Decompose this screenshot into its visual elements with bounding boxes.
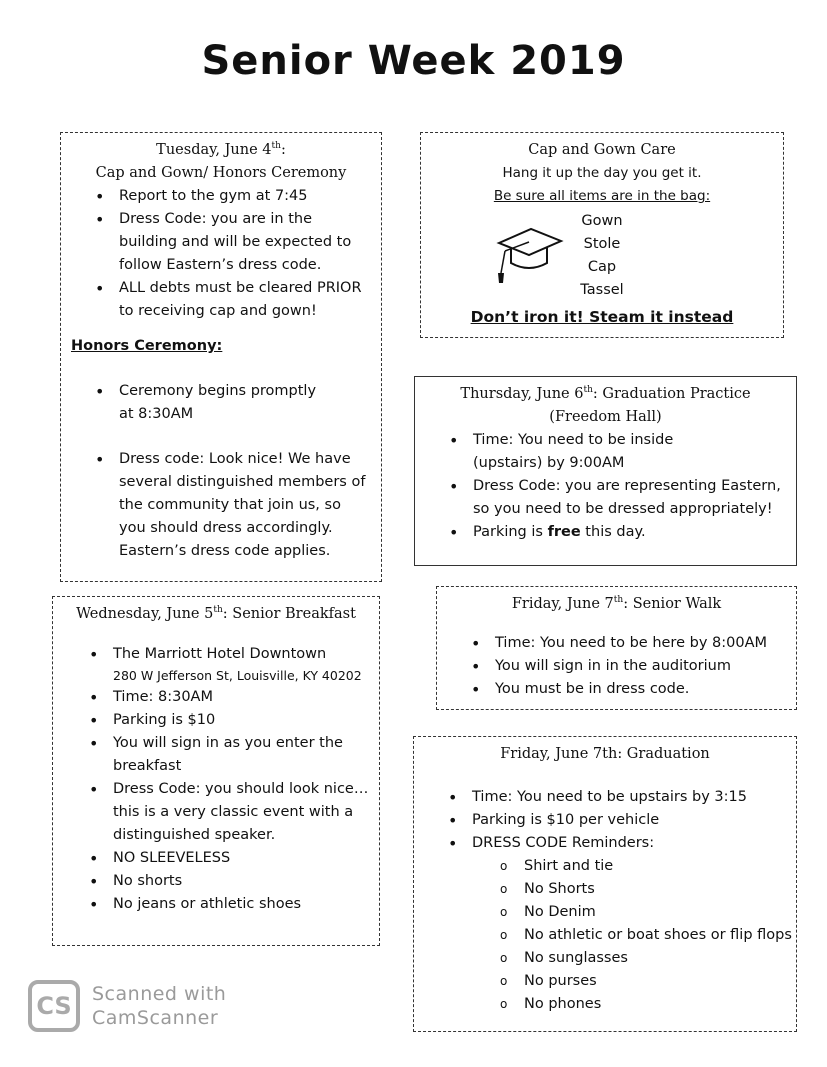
cap-gown-care-section bbox=[420, 132, 784, 338]
list-item: • You will sign in in the auditorium bbox=[495, 655, 796, 678]
list-item: • DRESS CODE Reminders: bbox=[472, 832, 796, 855]
friday-walk-section bbox=[436, 586, 797, 710]
list-item: Stole bbox=[583, 236, 621, 252]
list-item: • Parking is free this day. bbox=[473, 521, 786, 544]
care-footer: Don’t iron it! Steam it instead bbox=[470, 308, 734, 326]
camscanner-watermark bbox=[28, 980, 226, 1032]
friday-walk-list bbox=[437, 632, 796, 701]
list-item: • ALL debts must be cleared PRIOR to receiving cap and gown! bbox=[119, 277, 381, 323]
tuesday-section bbox=[60, 132, 382, 582]
list-item: • Parking is $10 per vehicle bbox=[472, 809, 796, 832]
list-item: • Parking is $10 bbox=[113, 709, 371, 732]
list-item: o No Shorts bbox=[524, 878, 796, 901]
list-item: Tassel bbox=[580, 282, 624, 298]
list-item: o No purses bbox=[524, 970, 796, 993]
page-title: Senior Week 2019 bbox=[201, 38, 626, 84]
care-items bbox=[421, 210, 783, 302]
list-item: • Ceremony begins promptly at 8:30AM bbox=[119, 380, 367, 426]
thursday-heading: Thursday, June 6th: Graduation Practice bbox=[460, 385, 751, 402]
list-item: • You will sign in as you enter the breakfast bbox=[113, 732, 371, 778]
thursday-list bbox=[415, 429, 796, 544]
thursday-section bbox=[414, 376, 797, 566]
thursday-subheading: (Freedom Hall) bbox=[549, 409, 662, 425]
camscanner-text: Scanned with CamScanner bbox=[92, 983, 227, 1029]
wednesday-heading: Wednesday, June 5th: Senior Breakfast bbox=[76, 605, 356, 622]
friday-walk-heading: Friday, June 7th: Senior Walk bbox=[511, 595, 722, 612]
list-item: Cap bbox=[587, 259, 617, 275]
list-item: • You must be in dress code. bbox=[495, 678, 796, 701]
list-item: • Time: You need to be inside (upstairs) by 9:00AM bbox=[473, 429, 786, 475]
wednesday-section bbox=[52, 596, 380, 946]
list-item: o No Denim bbox=[524, 901, 796, 924]
friday-graduation-heading: Friday, June 7th: Graduation bbox=[500, 746, 710, 762]
list-item: • Dress Code: you are representing Eastern, so you need to be dressed appropriately! bbox=[473, 475, 786, 521]
honors-ceremony-label: Honors Ceremony: bbox=[71, 338, 223, 354]
list-item: o No sunglasses bbox=[524, 947, 796, 970]
tuesday-list bbox=[61, 185, 381, 323]
wednesday-list bbox=[53, 644, 379, 916]
list-item: • Dress Code: you are in the building and will be expected to follow Eastern’s dress code. bbox=[119, 208, 381, 277]
camscanner-logo: CS bbox=[28, 980, 80, 1032]
list-item: • Dress code: Look nice! We have several distinguished members of the community that join us, so you should dress accordingly. Eastern’s dress code applies. bbox=[119, 448, 367, 563]
list-item: o Shirt and tie bbox=[524, 855, 796, 878]
honors-list bbox=[61, 380, 381, 563]
list-item: • No shorts bbox=[113, 870, 371, 893]
dress-code-reminders bbox=[414, 855, 796, 1016]
list-item: o No athletic or boat shoes or flip flops bbox=[524, 924, 796, 947]
graduation-cap-icon bbox=[495, 221, 565, 287]
list-item: o No phones bbox=[524, 993, 796, 1016]
list-item: • Time: You need to be here by 8:00AM bbox=[495, 632, 796, 655]
list-item: • Dress Code: you should look nice… this is a very classic event with a distinguished speaker. bbox=[113, 778, 371, 847]
list-item: • Report to the gym at 7:45 bbox=[119, 185, 381, 208]
list-item: • Time: 8:30AM bbox=[113, 686, 371, 709]
care-heading: Cap and Gown Care bbox=[528, 142, 676, 158]
list-item: • NO SLEEVELESS bbox=[113, 847, 371, 870]
friday-graduation-list bbox=[414, 786, 796, 855]
list-item: Gown bbox=[581, 213, 623, 229]
friday-graduation-section bbox=[413, 736, 797, 1032]
list-item: • No jeans or athletic shoes bbox=[113, 893, 371, 916]
care-line-bag: Be sure all items are in the bag: bbox=[493, 188, 711, 204]
tuesday-heading: Tuesday, June 4th: bbox=[156, 141, 286, 158]
tuesday-subheading: Cap and Gown/ Honors Ceremony bbox=[95, 165, 347, 181]
list-item: • The Marriott Hotel Downtown 280 W Jefferson St, Louisville, KY 40202 bbox=[113, 644, 371, 686]
list-item: • Time: You need to be upstairs by 3:15 bbox=[472, 786, 796, 809]
care-line-hang: Hang it up the day you get it. bbox=[502, 165, 702, 181]
